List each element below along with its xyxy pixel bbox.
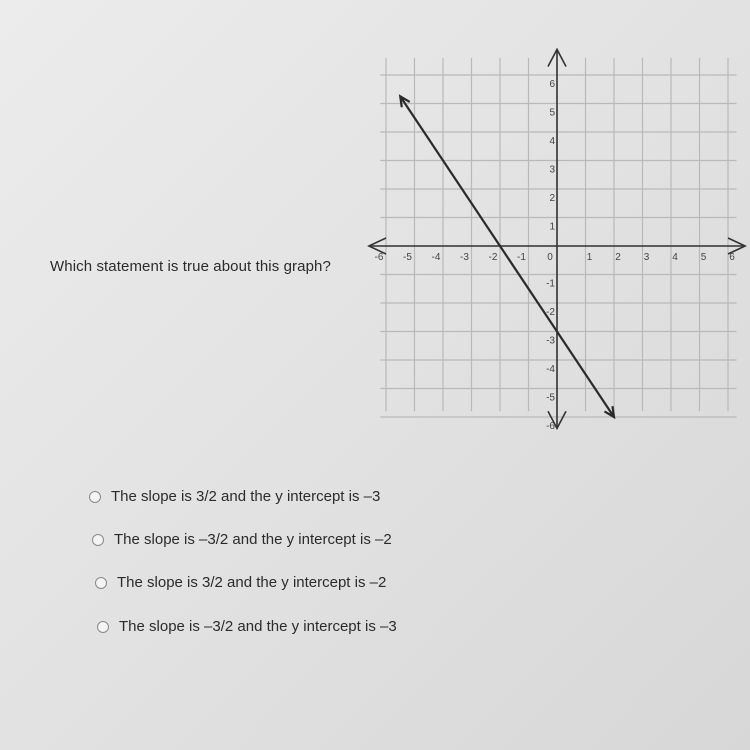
y-tick-label: 3 xyxy=(549,164,555,176)
y-tick-label: -2 xyxy=(546,307,555,318)
x-tick-label: 6 xyxy=(729,252,735,263)
radio-button-icon[interactable] xyxy=(95,577,107,589)
radio-button-icon[interactable] xyxy=(92,534,104,546)
y-tick-label: -6 xyxy=(546,421,555,432)
question-text: Which statement is true about this graph? xyxy=(50,258,331,275)
y-tick-label: -3 xyxy=(546,335,555,347)
x-tick-label: 5 xyxy=(700,252,707,263)
answer-option-3[interactable] xyxy=(95,574,386,591)
graph-axes xyxy=(369,49,745,428)
answer-option-label: The slope is –3/2 and the y intercept is –2 xyxy=(114,531,392,548)
y-tick-label: 5 xyxy=(549,107,555,119)
x-tick-label: 2 xyxy=(615,252,621,263)
x-tick-label: -2 xyxy=(488,252,498,263)
answer-option-1[interactable] xyxy=(89,488,380,505)
answer-option-label: The slope is –3/2 and the y intercept is –3 xyxy=(119,618,397,635)
x-tick-label: -1 xyxy=(517,252,526,263)
y-tick-label: 4 xyxy=(549,136,555,147)
x-tick-label: -3 xyxy=(460,252,469,263)
x-tick-label: 3 xyxy=(643,252,650,263)
graph-grid xyxy=(380,58,736,417)
x-tick-label: 1 xyxy=(586,252,593,263)
x-tick-label: 4 xyxy=(672,252,678,263)
y-tick-label: 2 xyxy=(549,193,555,204)
radio-button-icon[interactable] xyxy=(89,491,101,503)
x-tick-label: -5 xyxy=(403,252,412,263)
x-tick-label: -6 xyxy=(374,252,384,263)
answer-option-2[interactable] xyxy=(92,531,392,548)
x-tick-label: 0 xyxy=(547,252,553,263)
y-tick-label: -5 xyxy=(546,392,555,404)
answer-option-label: The slope is 3/2 and the y intercept is –3 xyxy=(111,488,381,505)
radio-button-icon[interactable] xyxy=(97,621,109,633)
y-tick-label: -1 xyxy=(546,278,555,290)
y-tick-label: 6 xyxy=(549,79,555,90)
x-tick-label: -4 xyxy=(431,252,441,263)
answer-option-label: The slope is 3/2 and the y intercept is –2 xyxy=(117,574,387,591)
answer-option-4[interactable] xyxy=(97,618,397,635)
y-tick-label: -4 xyxy=(546,364,555,375)
y-tick-label: 1 xyxy=(549,221,555,233)
